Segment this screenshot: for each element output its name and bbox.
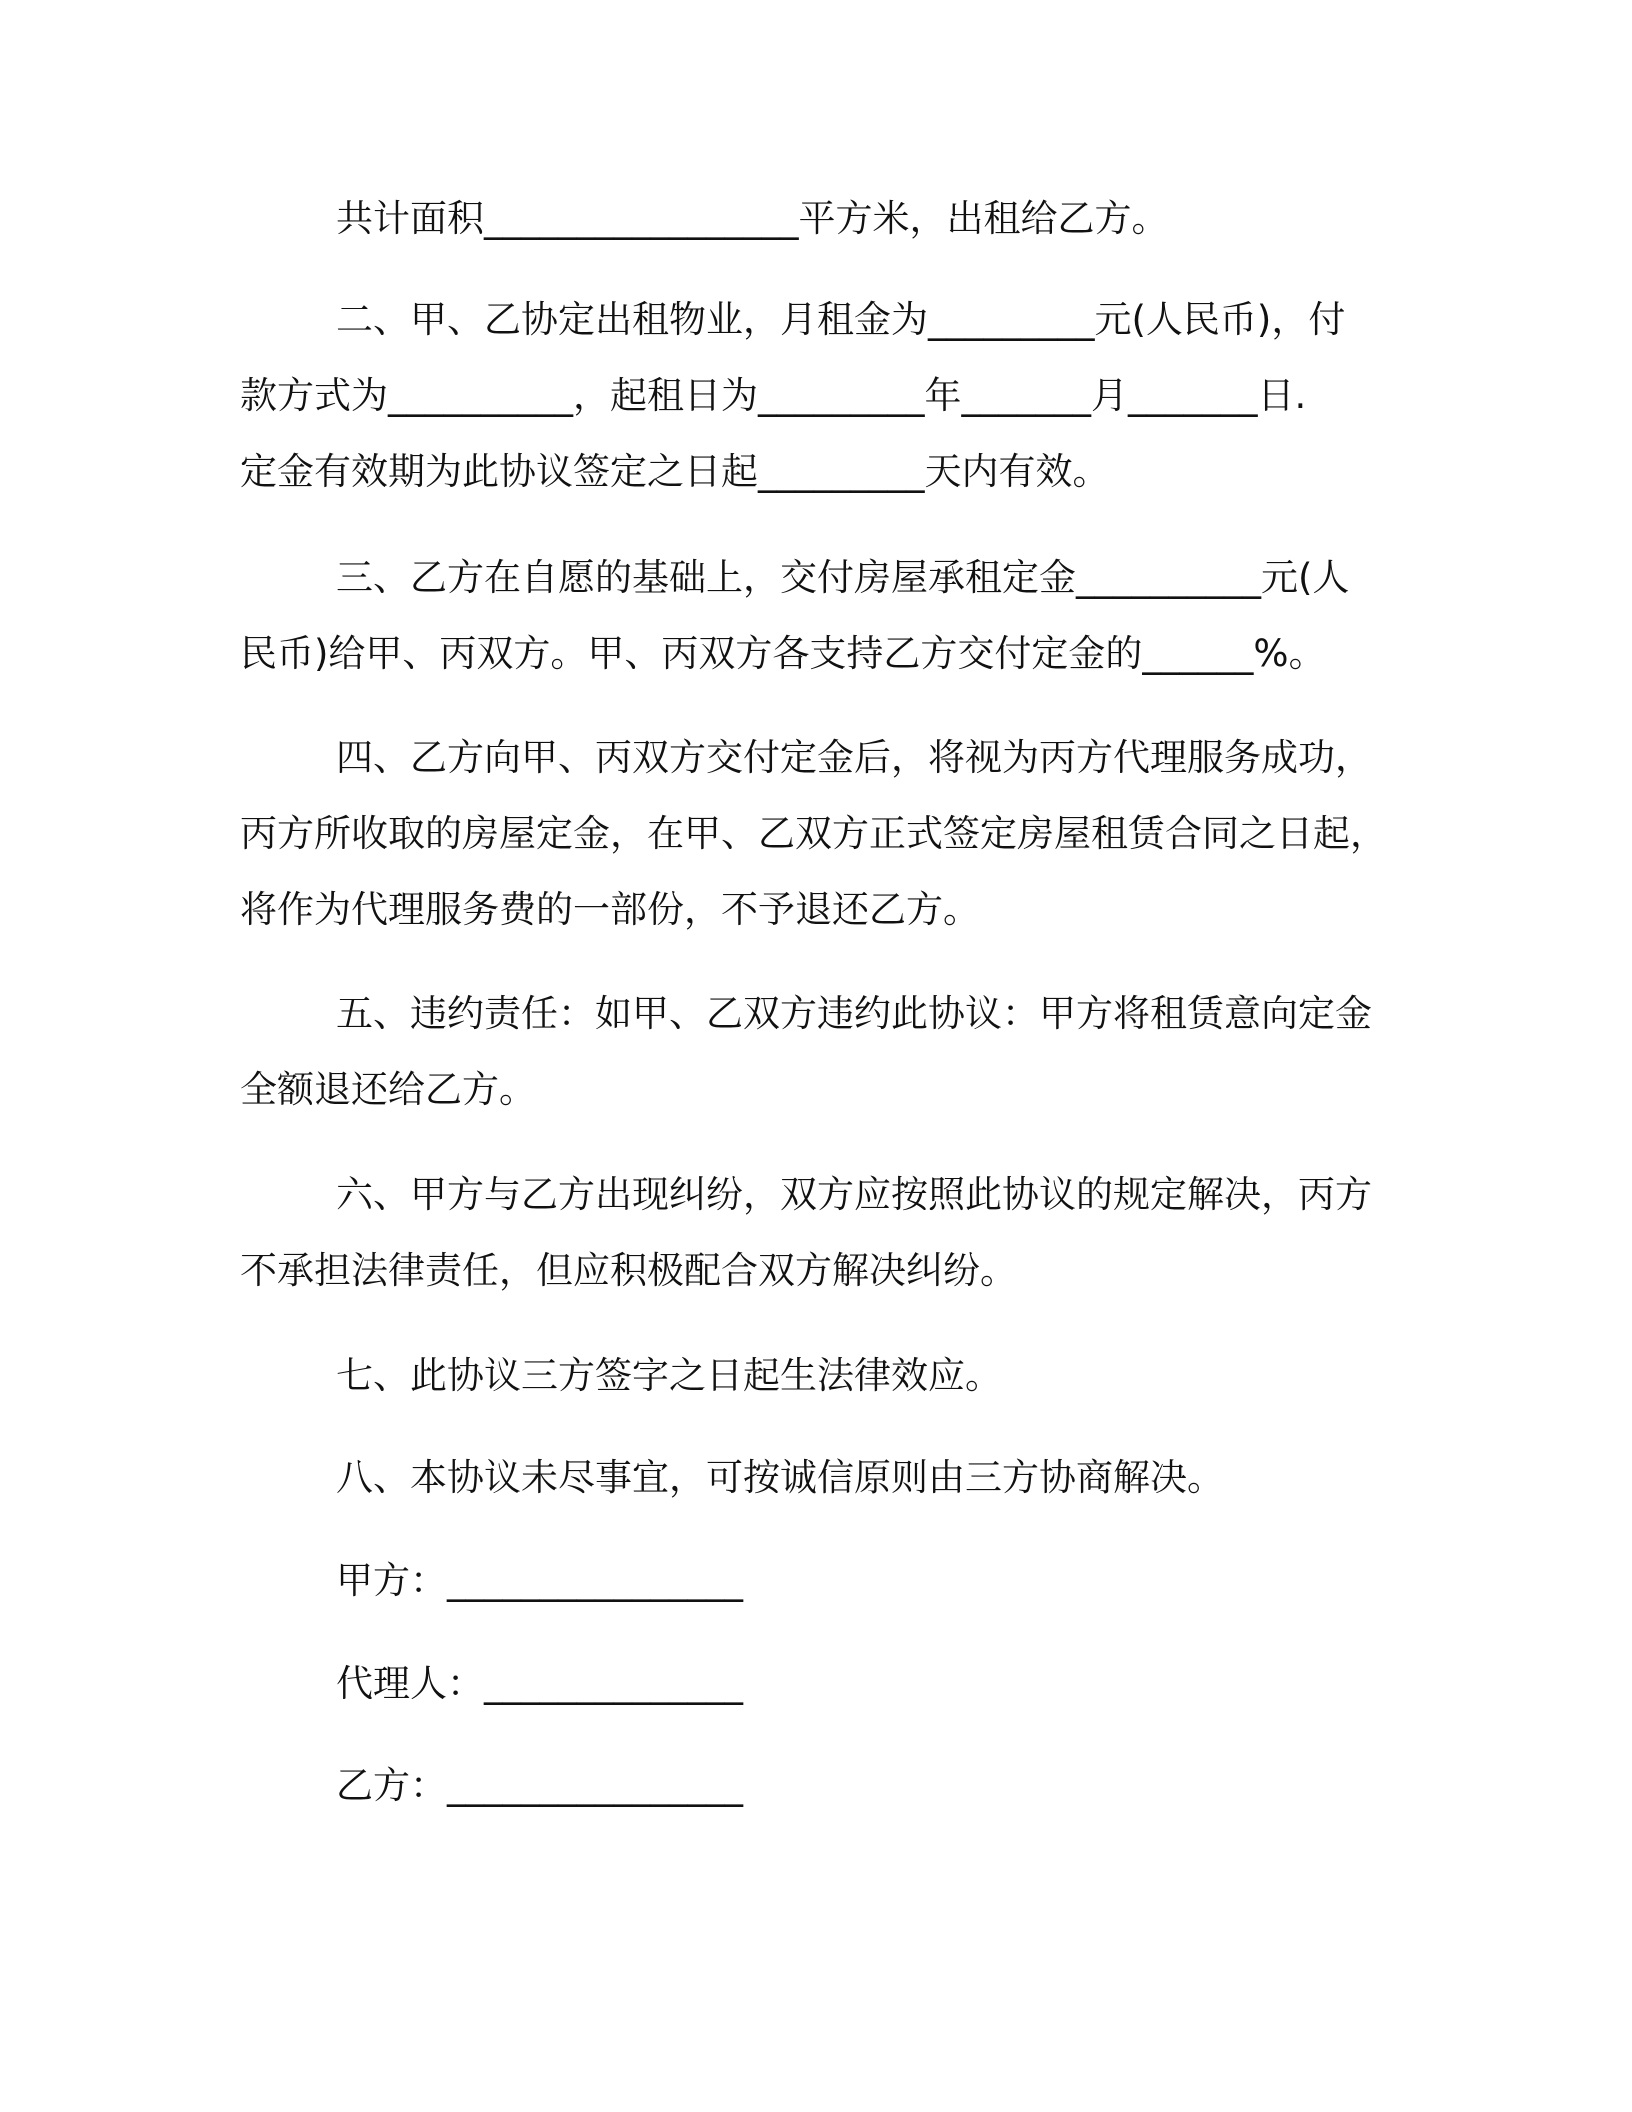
paragraph-line: 不承担法律责任，但应积极配合双方解决纠纷。	[240, 1249, 1017, 1292]
paragraph-line: 八、本协议未尽事宜，可按诚信原则由三方协商解决。	[336, 1456, 1224, 1499]
paragraph-line: 七、此协议三方签字之日起生法律效应。	[336, 1354, 1002, 1397]
clause-5-breach	[240, 976, 1382, 1128]
signature-line-party-a: 甲方：________________	[336, 1559, 743, 1602]
paragraph-line: 五、违约责任：如甲、乙双方违约此协议：甲方将租赁意向定金	[336, 992, 1372, 1035]
paragraph-line: 款方式为__________，起租日为_________年_______月_______日.	[240, 374, 1307, 417]
paragraph-line: 丙方所收取的房屋定金，在甲、乙双方正式签定房屋租赁合同之日起，	[240, 812, 1387, 855]
signature-party-b	[240, 1748, 1382, 1824]
clause-2-rent	[240, 282, 1382, 510]
paragraph-line: 六、甲方与乙方出现纠纷，双方应按照此协议的规定解决，丙方	[336, 1173, 1372, 1216]
paragraph-line: 民币)给甲、丙双方。甲、丙双方各支持乙方交付定金的______%。	[240, 632, 1326, 675]
paragraph-line: 二、甲、乙协定出租物业，月租金为_________元(人民币)，付	[336, 298, 1346, 341]
paragraph-line: 三、乙方在自愿的基础上，交付房屋承租定金__________元(人	[336, 556, 1350, 599]
paragraph-line: 将作为代理服务费的一部份，不予退还乙方。	[240, 888, 980, 931]
paragraph-line: 定金有效期为此协议签定之日起_________天内有效。	[240, 450, 1110, 493]
clause-7-effect	[240, 1338, 1382, 1414]
area-paragraph	[240, 181, 1382, 257]
signature-line-party-b: 乙方：________________	[336, 1764, 743, 1807]
signature-line-agent: 代理人：______________	[336, 1662, 743, 1705]
clause-4-service	[240, 720, 1387, 948]
paragraph-line: 全额退还给乙方。	[240, 1068, 536, 1111]
paragraph-line: 共计面积_________________平方米，出租给乙方。	[336, 197, 1169, 240]
clause-8-other	[240, 1440, 1382, 1516]
signature-party-a	[240, 1543, 1382, 1619]
paragraph-line: 四、乙方向甲、丙双方交付定金后，将视为丙方代理服务成功，	[336, 736, 1372, 779]
signature-agent	[240, 1646, 1382, 1722]
clause-6-dispute	[240, 1157, 1382, 1309]
clause-3-deposit	[240, 540, 1382, 692]
